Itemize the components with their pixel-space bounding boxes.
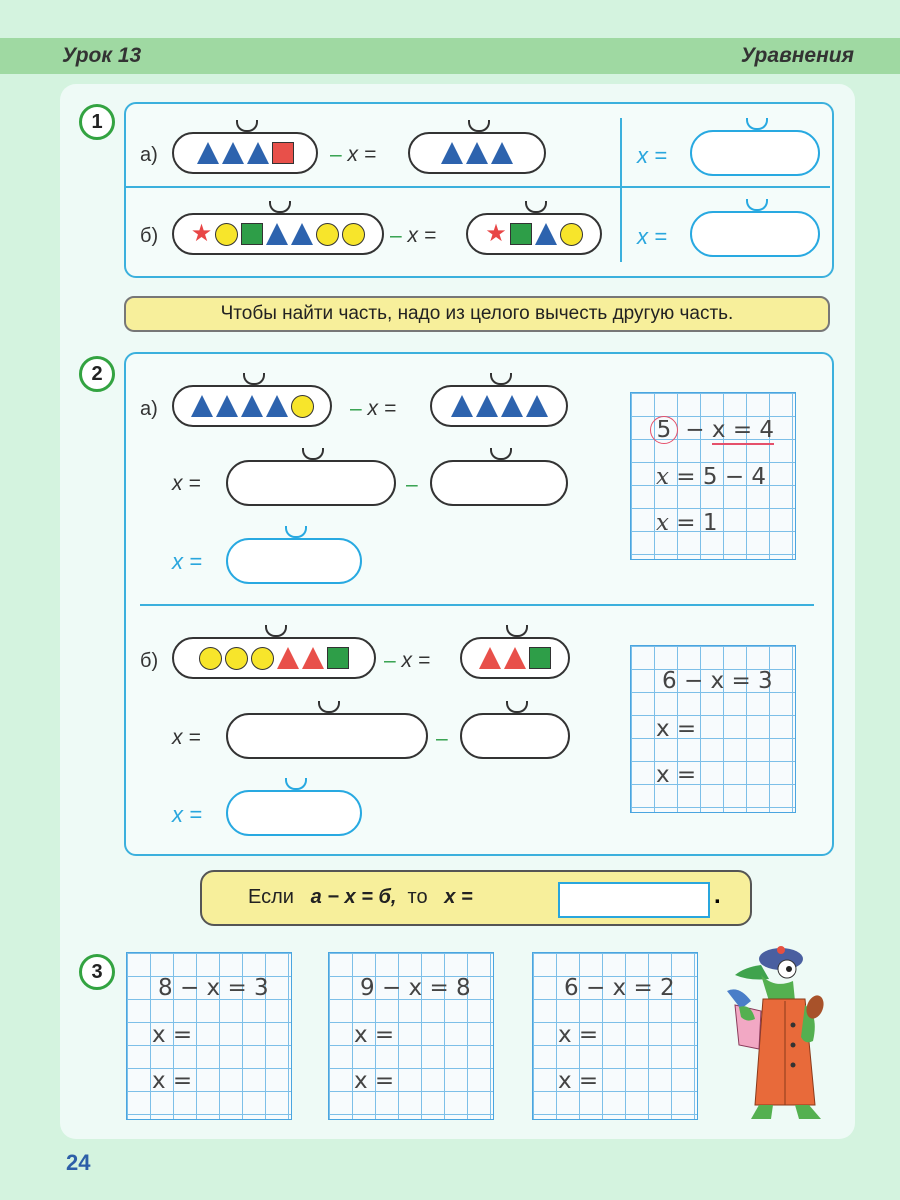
formula-text: Если а − х = б, то х = <box>248 886 473 908</box>
task-1b-x-label: x = <box>637 224 667 249</box>
task-3-problem-2-line-3[interactable]: x = <box>354 1068 395 1094</box>
task-2a-part-set <box>430 385 568 427</box>
task-2a-x-result-label: x = <box>172 549 202 574</box>
task-2b-x-equation: x = <box>172 726 201 749</box>
task-2a-whole-set <box>172 385 332 427</box>
task-2b-label: б) <box>140 650 159 672</box>
task-2b-part-box[interactable] <box>460 713 570 759</box>
task-1-vertical-divider <box>620 118 622 262</box>
lesson-header <box>0 38 900 74</box>
task-3-problem-1-line-3[interactable]: x = <box>152 1068 193 1094</box>
task-1a-label: а) <box>140 144 158 166</box>
task-2a-whole-box[interactable] <box>226 460 396 506</box>
task-2a-answer-box[interactable] <box>226 538 362 584</box>
task-3-number: 3 <box>79 954 115 990</box>
task-1-number: 1 <box>79 104 115 140</box>
task-3-problem-2-line-2[interactable]: x = <box>354 1022 395 1048</box>
task-1b-answer-box[interactable] <box>690 211 820 257</box>
task-3-problem-3-line-3[interactable]: x = <box>558 1068 599 1094</box>
task-2b-example-line-3[interactable]: x = <box>656 762 697 788</box>
task-1b-whole-set: ★ <box>172 213 384 255</box>
task-3-problem-1-line-2[interactable]: x = <box>152 1022 193 1048</box>
task-2a-example-line-2: x = 5 − 4 <box>656 464 767 490</box>
task-2b-part-set <box>460 637 570 679</box>
task-2a-equation: – x = <box>350 397 397 420</box>
task-2b-example-line-2[interactable]: x = <box>656 716 697 742</box>
task-2a-example-line-3: x = 1 <box>656 510 718 536</box>
task-1-divider <box>126 186 830 188</box>
task-1a-equation: – x = <box>330 143 377 166</box>
lesson-number: Урок 13 <box>62 44 142 67</box>
task-2b-whole-box[interactable] <box>226 713 428 759</box>
formula-end-dot: . <box>714 882 721 909</box>
task-3-problem-3-equation: 6 − x = 2 <box>564 975 675 1001</box>
task-2b-whole-set <box>172 637 376 679</box>
rule-banner: Чтобы найти часть, надо из целого вычесть другую часть. <box>124 296 830 332</box>
task-3-problem-1-equation: 8 − x = 3 <box>158 975 269 1001</box>
task-3-problem-3-line-2[interactable]: x = <box>558 1022 599 1048</box>
task-2b-answer-box[interactable] <box>226 790 362 836</box>
formula-box <box>200 870 752 926</box>
task-2a-example-line-1: 5 − x = 4 <box>650 416 774 444</box>
task-2b-x-result-label: x = <box>172 802 202 827</box>
task-2b-example-line-1: 6 − x = 3 <box>662 668 773 694</box>
task-2-divider <box>140 604 814 606</box>
task-2a-part-box[interactable] <box>430 460 568 506</box>
task-1b-label: б) <box>140 225 159 247</box>
task-1a-answer-box[interactable] <box>690 130 820 176</box>
task-1b-part-set: ★ <box>466 213 602 255</box>
lesson-topic: Уравнения <box>740 44 854 67</box>
task-2a-x-equation: x = <box>172 472 201 495</box>
task-2b-equation: – x = <box>384 649 431 672</box>
task-2-number: 2 <box>79 356 115 392</box>
formula-answer-box[interactable] <box>558 882 710 918</box>
task-2b-minus-sign: – <box>436 727 448 750</box>
task-3-problem-2-equation: 9 − x = 8 <box>360 975 471 1001</box>
task-2a-label: а) <box>140 398 158 420</box>
task-1a-whole-set <box>172 132 318 174</box>
task-1a-x-label: x = <box>637 143 667 168</box>
task-2a-minus-sign: – <box>406 473 418 496</box>
task-1b-equation: – x = <box>390 224 437 247</box>
page-number: 24 <box>66 1150 91 1175</box>
task-1a-part-set <box>408 132 546 174</box>
crocodile-illustration <box>715 945 845 1125</box>
